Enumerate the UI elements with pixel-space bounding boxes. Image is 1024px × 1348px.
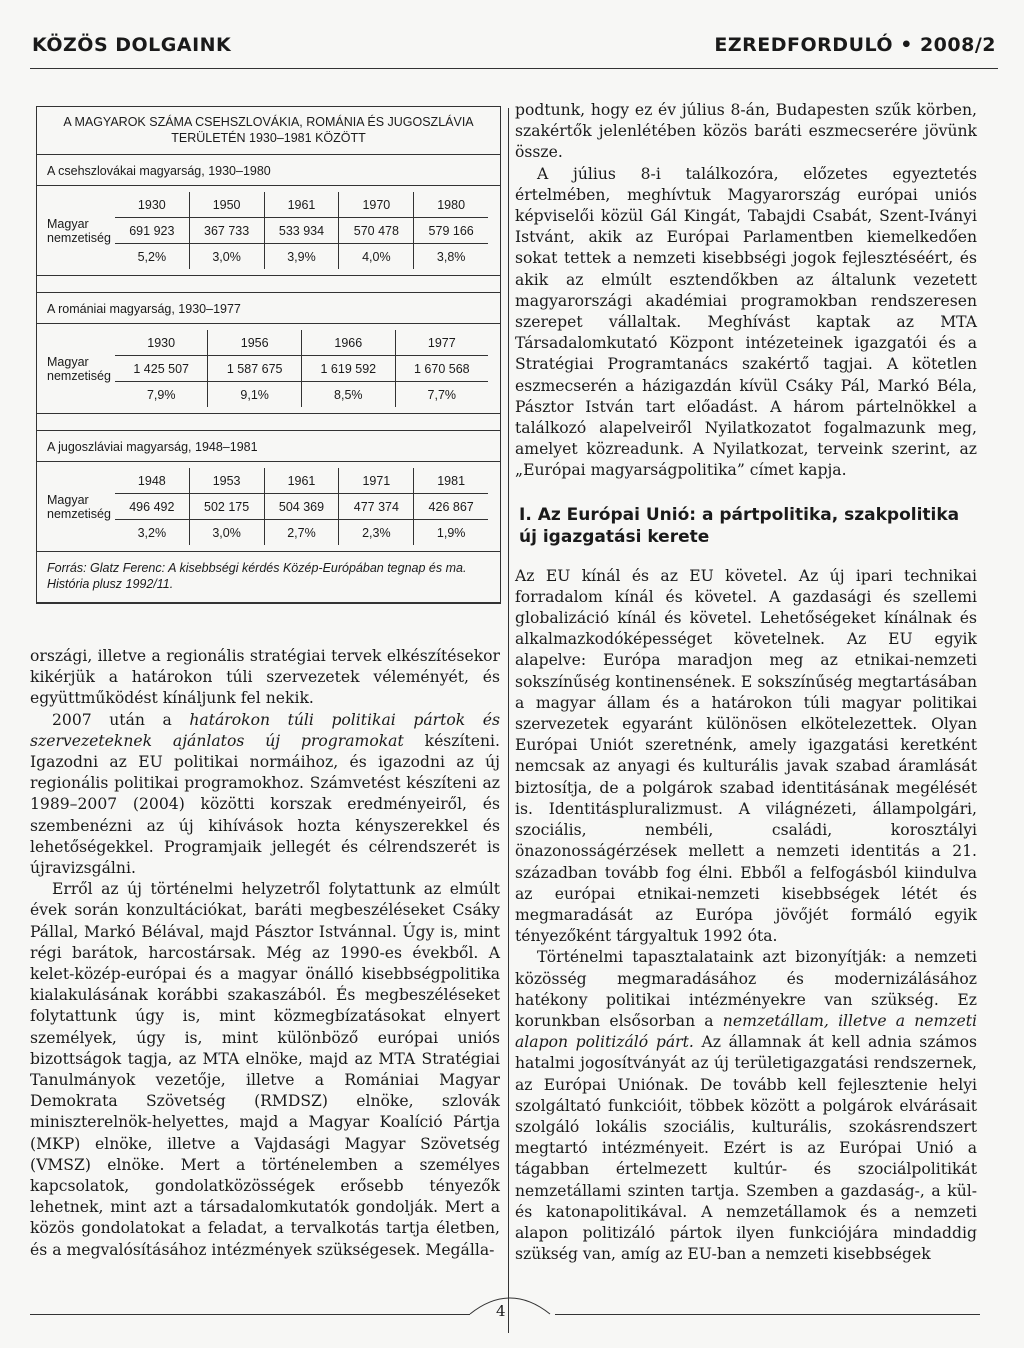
page-number: 4 <box>496 1302 506 1320</box>
percent-cell: 9,1% <box>208 382 302 408</box>
count-cell: 496 492 <box>115 494 189 520</box>
year-cell: 1971 <box>339 468 414 494</box>
statistics-table <box>36 106 501 604</box>
count-cell: 1 425 507 <box>115 356 208 382</box>
paragraph: Erről az új történelmi helyzetről folytattunk az elmúlt évek során konzultációkat, baráti megbeszéléseket Csáky Pállal, Markó Bélával, majd Pásztor Istvánnal. Úgy is, mint régi barátok, harcostársak. Még az 1990-es évekből. A kelet-közép-európai és a magyar önálló kisebbségpolitika kialakulásának korábbi szakaszából. És megbeszéléseket folytattunk úgy is, mint közmegbízatásokat elnyert személyek, úgy is, mint különböző európai uniós bizottságok tagja, az MTA elnöke, majd az MTA Stratégiai Tanulmányok vezetője, illetve a Romániai Magyar Demokrata Szövetség (RMDSZ) elnöke, szlovák miniszterelnök-helyettes, majd a Magyar Koalíció Pártja (MKP) elnöke, illetve a Vajdasági Magyar Szövetség (VMSZ) elnöke. Mert a történelemben a személyes kapcsolatok, gondolatközösségek erősebb tényezők lehetnek, mint azt a társadalomkutatók gondolják. Mert a közös gondolatokat a feladat, a tervalkotás tartja életben, és a megvalósításához intézmények szükségesek. Megálla- <box>30 880 500 1259</box>
section-title: A jugoszláviai magyarság, 1948–1981 <box>37 431 500 462</box>
count-cell: 504 369 <box>264 494 339 520</box>
percent-cell: 3,8% <box>414 244 488 270</box>
left-body-text <box>30 646 500 1261</box>
count-cell: 367 733 <box>189 218 264 244</box>
year-cell: 1981 <box>414 468 488 494</box>
right-body-text-2 <box>515 566 977 1266</box>
percent-cell: 4,0% <box>339 244 414 270</box>
year-cell: 1980 <box>414 192 488 218</box>
percent-cell: 3,9% <box>264 244 339 270</box>
text-run: 2007 után a <box>52 710 190 729</box>
section-grid <box>115 192 488 269</box>
section-title: A romániai magyarság, 1930–1977 <box>37 293 500 324</box>
year-cell: 1961 <box>264 192 339 218</box>
left-column <box>30 102 500 1261</box>
year-cell: 1950 <box>189 192 264 218</box>
row-label: Magyar nemzetiség <box>47 492 111 521</box>
percent-cell: 2,7% <box>264 520 339 546</box>
year-cell: 1930 <box>115 330 208 356</box>
column-divider <box>508 108 509 1333</box>
table-section-czechoslovakia <box>37 155 500 276</box>
footer-rule-right <box>555 1314 980 1315</box>
count-cell: 579 166 <box>414 218 488 244</box>
year-cell: 1970 <box>339 192 414 218</box>
header-rule <box>30 68 998 69</box>
count-cell: 426 867 <box>414 494 488 520</box>
count-cell: 1 670 568 <box>395 356 488 382</box>
paragraph: országi, illetve a regionális stratégiai tervek elkészítésekor kikérjük a határokon túli szervezetek véleményét, és együttműködést kínáljunk fel nekik. <box>30 647 500 708</box>
paragraph: Az EU kínál és az EU követel. Az új ipari technikai forradalom kínál és követel. A gazdasági és szellemi globalizáció kínál és követel. Lehetőségeket kínálnak és alkalmazkodóképességet követelnek. Az EU egyik alapelve: Európa maradjon meg az etnikai-nemzeti sokszínűség kontinensének. E sokszínűség megtartásában a magyar állam és a határokon túli magyar politikai szervezetek egyaránt különösen elkötelezettek. Olyan Európai Uniót szeretnénk, amely igazgatási keretként nemcsak az anyagi és kulturális javak szabad áramlását biztosítja, de a polgárok szabad identitásának megélését is. Identitáspluralizmust. A világnézeti, állampolgári, szociális, nembéli, családi, korosztályi önazonosságérzések mellett a nemzeti identitás a 21. században tovább fog élni. Ebből a felfogásból kiindulva az európai etnikai-nemzeti kisebbségek létét és megmaradását az Európa jövőjét formáló egyik tényezőként tárgyaltuk 1992 óta. <box>515 566 977 946</box>
year-cell: 1930 <box>115 192 189 218</box>
percent-cell: 3,2% <box>115 520 189 546</box>
section-heading: I. Az Európai Unió: a pártpolitika, szakpolitika új igazgatási kerete <box>519 504 960 547</box>
section-spacer <box>37 276 500 293</box>
year-cell: 1953 <box>189 468 264 494</box>
right-column <box>515 100 977 1265</box>
percent-cell: 8,5% <box>301 382 395 408</box>
year-cell: 1956 <box>208 330 302 356</box>
running-header-right: EZREDFORDULÓ • 2008/2 <box>714 34 996 56</box>
count-cell: 502 175 <box>189 494 264 520</box>
section-grid <box>115 468 488 545</box>
paragraph <box>515 947 977 1265</box>
page-number-ornament <box>455 1290 565 1330</box>
percent-cell: 7,7% <box>395 382 488 408</box>
text-run: Az államnak át kell adnia számos hatalmi jogosítványát az új területigazgatási rendszernek, az Európai Uniónak. De tovább kell fejlesztenie helyi szolgáltató funkcióit, többek között a polgárok elvárásait szolgáló lokális szociális, kulturális, szokásrendszert megtartó intézményeit. Ezért is az Európai Unió a tágabban értelmezett kultúr- és szociálpolitikát nemzetállami szinten tartja. Szemben a gazdaság-, a kül- és katonapolitikával. A nemzetállamok és a nemzeti alapon politizáló pártok ilyen funkciójára mindaddig szükség van, amíg az EU-ban a nemzeti kisebbségek <box>515 1033 977 1264</box>
percent-cell: 1,9% <box>414 520 488 546</box>
row-label: Magyar nemzetiség <box>47 216 111 245</box>
section-grid <box>115 330 488 407</box>
count-cell: 533 934 <box>264 218 339 244</box>
row-label: Magyar nemzetiség <box>47 354 111 383</box>
footer-rule-left <box>30 1314 470 1315</box>
paragraph: podtunk, hogy ez év július 8-án, Budapesten szűk körben, szakértők jelenlétében közös baráti eszmecserére jövünk össze. <box>515 101 977 162</box>
year-cell: 1961 <box>264 468 339 494</box>
count-cell: 570 478 <box>339 218 414 244</box>
text-run: készíteni. Igazodni az EU politikai normáihoz, és igazodni az új regionális politikai programokhoz. Számvetést készíteni az 1989–2007 (2004) közötti korszak eredményeiről, és szembenézni az új kihívások hozta kényszerekkel és lehetőségekkel. Programjaik jellegét és célrendszerét is újravizsgálni. <box>30 731 500 878</box>
running-header-left: KÖZÖS DOLGAINK <box>32 34 232 56</box>
table-section-yugoslavia <box>37 431 500 603</box>
count-cell: 691 923 <box>115 218 189 244</box>
count-cell: 477 374 <box>339 494 414 520</box>
text-run: Történelmi tapasztalataink azt bizonyítják: a nemzeti közösség megmaradásához és modernizálásához hatékony politikai intézményekre van szükség. Ez korunkban elsősorban a <box>515 948 977 1030</box>
paragraph <box>30 710 500 880</box>
percent-cell: 3,0% <box>189 520 264 546</box>
year-cell: 1966 <box>301 330 395 356</box>
section-spacer <box>37 414 500 431</box>
percent-cell: 3,0% <box>189 244 264 270</box>
emphasis: nemzetállam, illetve a nemzeti alapon politizáló párt. <box>515 1011 977 1052</box>
right-body-text <box>515 100 977 482</box>
count-cell: 1 587 675 <box>208 356 302 382</box>
emphasis: határokon túli politikai pártok és szervezeteknek ajánlatos új programokat <box>30 710 500 750</box>
percent-cell: 7,9% <box>115 382 208 408</box>
percent-cell: 5,2% <box>115 244 189 270</box>
section-title: A csehszlovákai magyarság, 1930–1980 <box>37 155 500 186</box>
table-source: Forrás: Glatz Ferenc: A kisebbségi kérdés Közép-Európában tegnap és ma. História plusz 1992/11. <box>37 551 500 602</box>
paragraph: A július 8-i találkozóra, előzetes egyeztetés értelmében, meghívtuk Magyarország európai uniós képviselői közül Gál Kingát, Tabajdi Csabát, Szent-Iványi Istvánt, akik az Európai Parlamentben kiemelkedően sokat tettek a nemzeti kisebbségi jogok fejlesztéséért, és akik az elmúlt esztendőkben az általunk vezetett magyarországi akadémiai programokban rendszeresen szerepet vállaltak. Meghívást kaptak az MTA Társadalomkutató Központ intézeteinek igazgatói és a Stratégiai Programtanács szakértő tagjai. A kötetlen eszmecserén a házigazdán kívül Csáky Pál, Markó Béla, Pásztor István tart előadást. A három pártelnökkel a találkozó alapelveiről Nyilatkozatot fogalmazunk meg, amelyet közreadunk. A Nyilatkozat, terveink szerint, az „Európai magyarságpolitika” címet kapja. <box>515 164 977 480</box>
percent-cell: 2,3% <box>339 520 414 546</box>
table-title: A MAGYAROK SZÁMA CSEHSZLOVÁKIA, ROMÁNIA ÉS JUGOSZLÁVIA TERÜLETÉN 1930–1981 KÖZÖTT <box>37 107 500 155</box>
count-cell: 1 619 592 <box>301 356 395 382</box>
year-cell: 1948 <box>115 468 189 494</box>
year-cell: 1977 <box>395 330 488 356</box>
table-section-romania <box>37 293 500 414</box>
